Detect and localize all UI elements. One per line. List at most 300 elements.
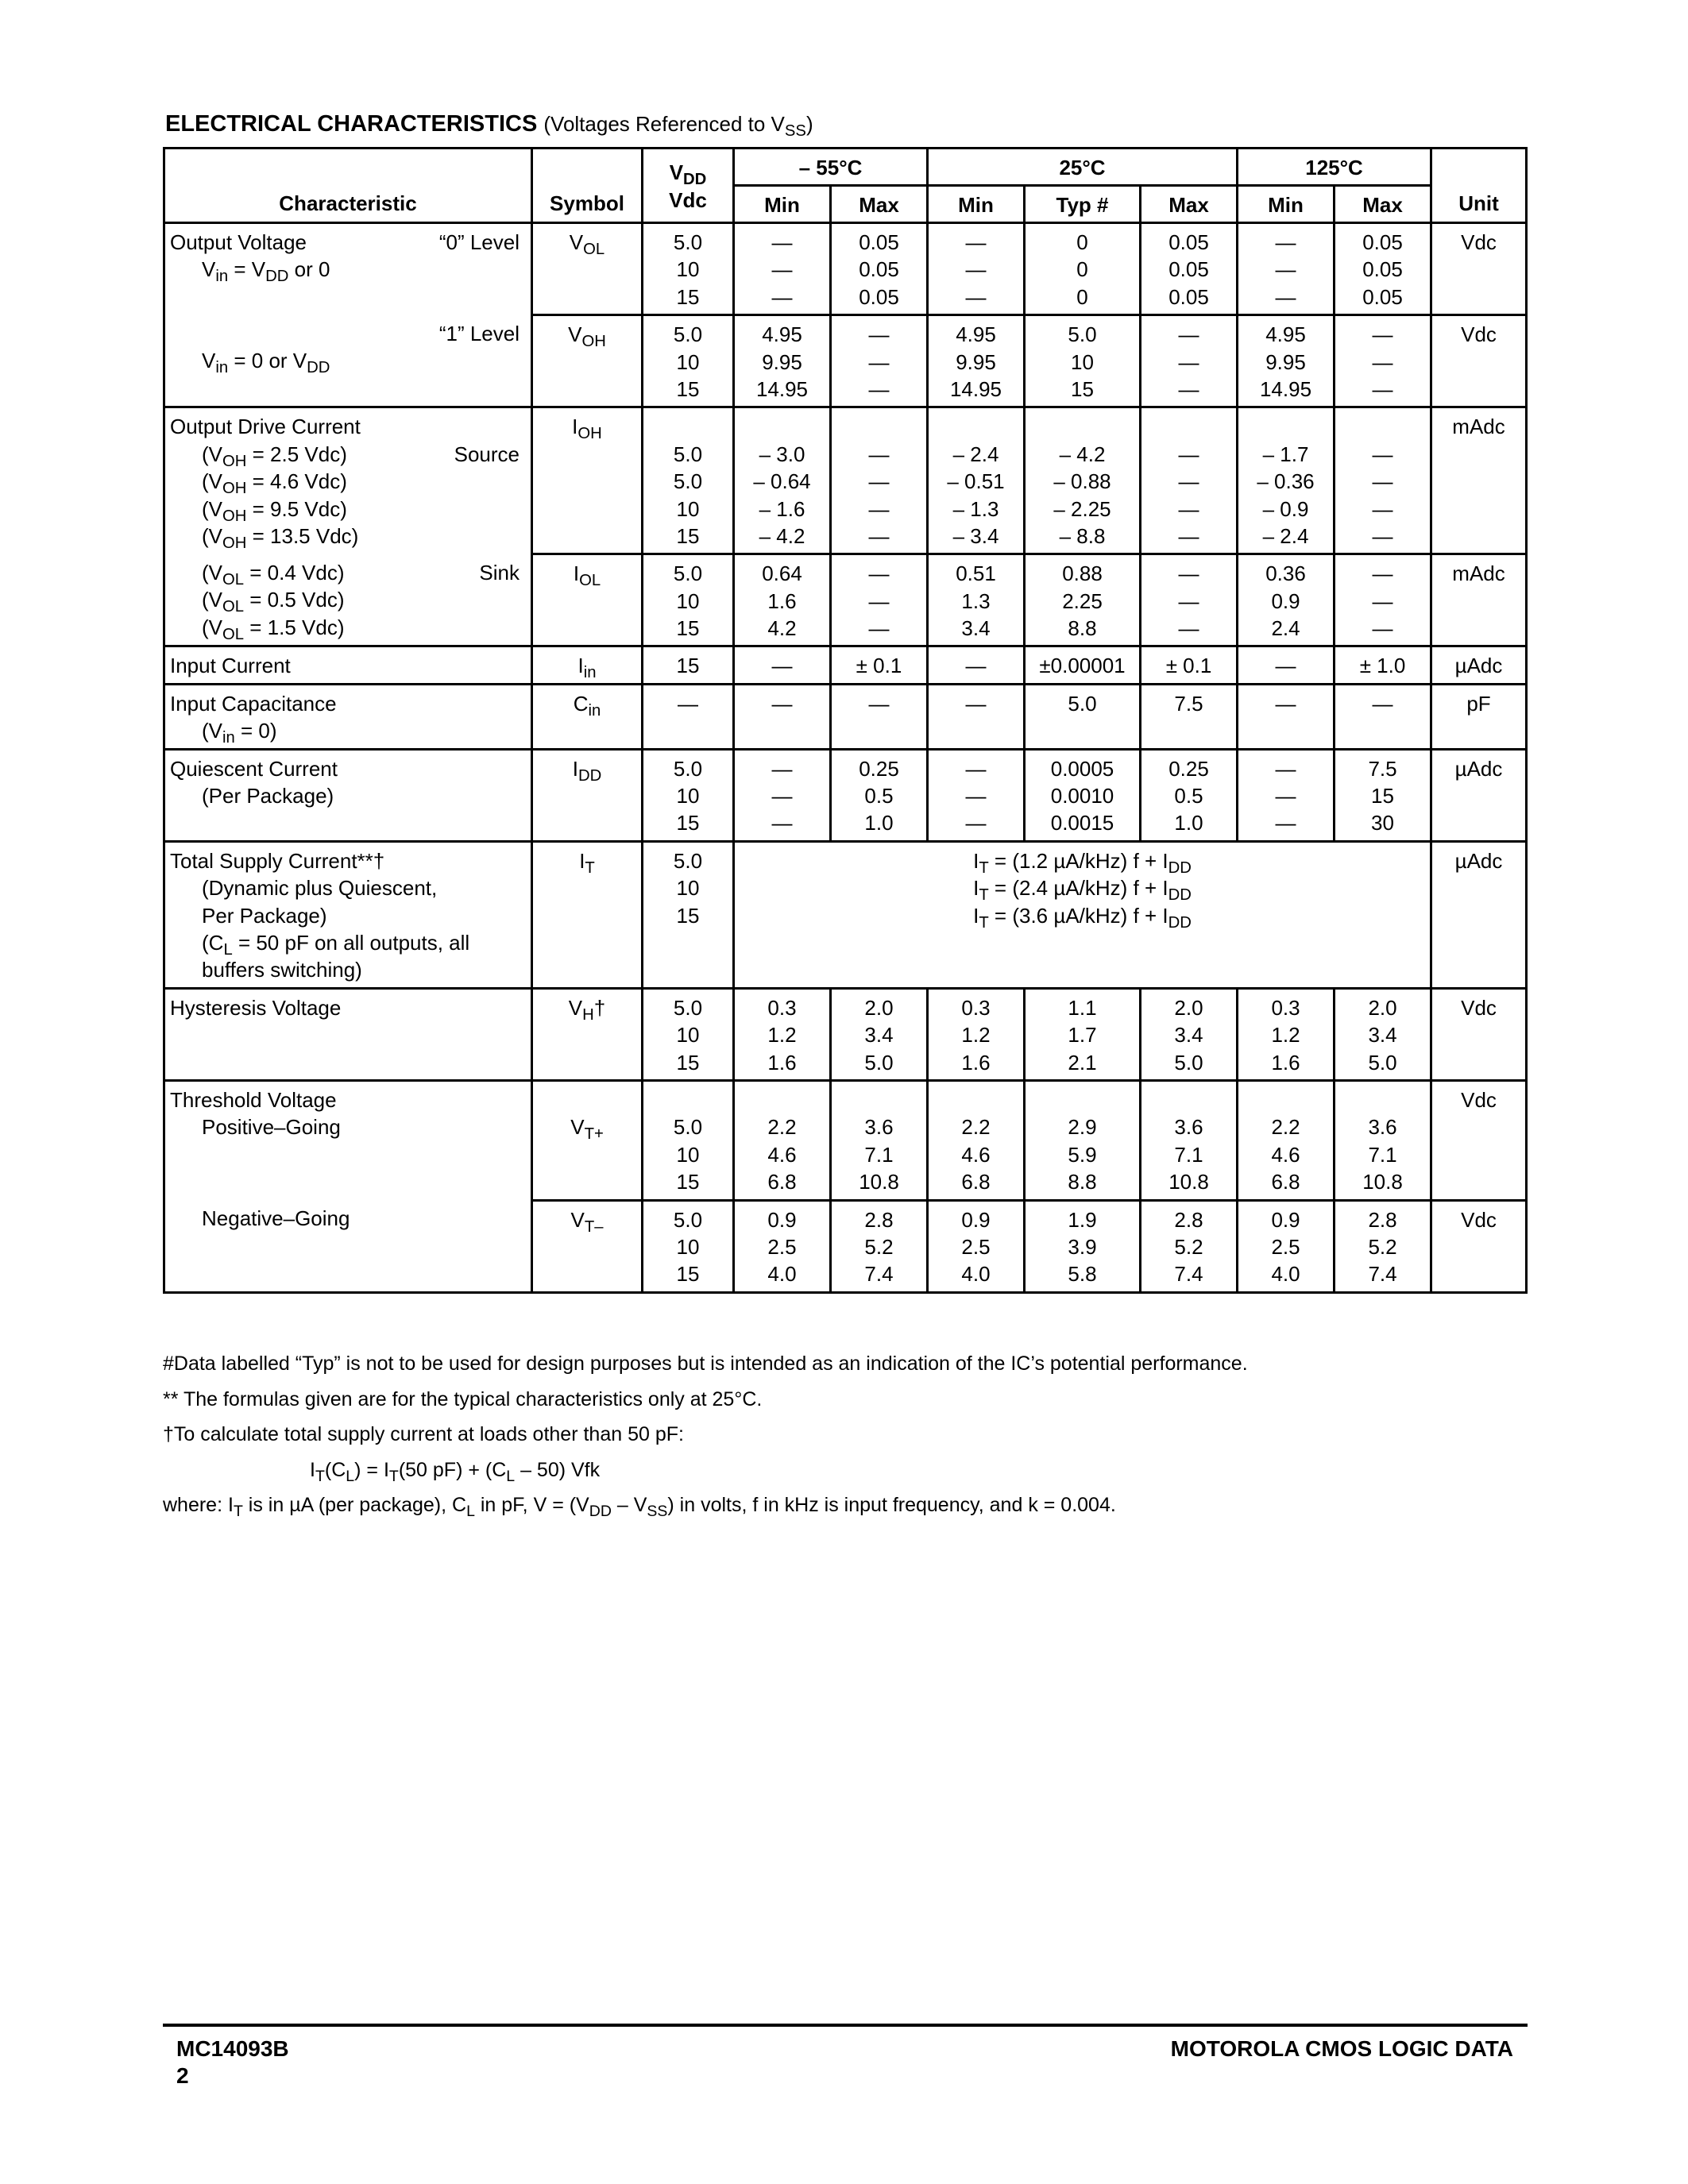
value-cell: — — [928, 646, 1025, 684]
value-cell — [831, 988, 928, 1080]
value-line: — — [868, 469, 890, 494]
footnotes — [163, 1346, 1525, 1523]
value-line: — — [1178, 616, 1199, 641]
value-line: 3.4 — [864, 1023, 894, 1048]
value-line: — — [868, 523, 890, 548]
value-cell — [1335, 554, 1431, 646]
value-line: 10 — [676, 784, 700, 808]
value-cell — [1238, 749, 1335, 841]
value-line: 2.8 — [1174, 1207, 1203, 1232]
value-line: 6.8 — [961, 1170, 991, 1194]
value-line: 2.4 — [1271, 616, 1300, 641]
value-line: 5.0 — [1174, 1050, 1203, 1075]
value-line: 5.0 — [673, 322, 703, 347]
symbol-cell: $C_{in}$ — [532, 684, 643, 749]
table-row — [164, 749, 1527, 841]
value-cell: 7.5 — [1141, 684, 1238, 749]
value-cell — [1025, 1080, 1141, 1200]
value-line: 15 — [676, 1262, 700, 1287]
value-line: 10.8 — [1168, 1170, 1209, 1194]
value-cell — [1238, 223, 1335, 315]
value-line: 0.5 — [1174, 784, 1203, 808]
value-line: — — [1178, 349, 1199, 374]
value-line: — — [1372, 561, 1393, 586]
value-line: 7.4 — [1174, 1262, 1203, 1287]
table-header — [164, 149, 1527, 223]
value-line: 0.3 — [961, 995, 991, 1020]
value-line: — — [1178, 561, 1199, 586]
header-unit: Unit — [1431, 149, 1527, 223]
value-line: 2.2 — [767, 1115, 797, 1140]
value-line: — — [1372, 588, 1393, 613]
header-temp-125: 125°C — [1238, 149, 1431, 186]
value-cell: ± 1.0 — [1335, 646, 1431, 684]
value-line: — — [1178, 588, 1199, 613]
value-line: 30 — [1371, 811, 1394, 835]
value-line: 9.95 — [956, 349, 996, 374]
value-line: 2.2 — [1271, 1115, 1300, 1140]
value-line: 10 — [676, 588, 700, 613]
value-line: — — [1372, 349, 1393, 374]
value-cell — [1141, 1200, 1238, 1292]
value-line: 1.2 — [961, 1023, 991, 1048]
value-line: – 2.25 — [1053, 496, 1111, 521]
unit-cell: µAdc — [1431, 749, 1527, 841]
value-line: 15 — [676, 811, 700, 835]
value-line: — — [868, 616, 890, 641]
value-line: – 4.2 — [1059, 442, 1106, 466]
unit-cell: Vdc — [1431, 223, 1527, 315]
value-cell — [1335, 223, 1431, 315]
formula-footnote: ** The formulas given are for the typical characteristics only at 25°C. — [163, 1387, 763, 1410]
value-line: — — [771, 811, 793, 835]
value-line: — — [1178, 496, 1199, 521]
unit-cell: µAdc — [1431, 646, 1527, 684]
value-line: 5.0 — [673, 1115, 703, 1140]
header-min: Min — [734, 186, 831, 223]
value-line: — — [771, 230, 793, 254]
value-line: 14.95 — [949, 376, 1002, 401]
value-cell — [1238, 1080, 1335, 1200]
value-line: 2.5 — [767, 1234, 797, 1259]
value-line: — — [965, 811, 987, 835]
value-line: 10 — [676, 257, 700, 282]
value-line: – 3.0 — [759, 442, 805, 466]
value-line: 9.95 — [1265, 349, 1306, 374]
value-line: – 0.64 — [753, 469, 811, 494]
symbol-cell: $I_T$ — [532, 841, 643, 988]
vdd-cell — [643, 315, 734, 407]
characteristic-cell: Quiescent Current (Per Package) — [164, 749, 532, 841]
value-cell — [734, 223, 831, 315]
value-line: 3.4 — [1174, 1023, 1203, 1048]
value-line: 4.6 — [1271, 1142, 1300, 1167]
value-line: – 0.51 — [947, 469, 1005, 494]
value-line: 3.6 — [1368, 1115, 1397, 1140]
value-line: — — [1178, 469, 1199, 494]
value-line: — — [771, 284, 793, 309]
value-cell — [928, 1080, 1025, 1200]
value-cell — [1025, 223, 1141, 315]
value-line: 10 — [676, 349, 700, 374]
value-line: 1.2 — [767, 1023, 797, 1048]
value-cell — [1238, 1200, 1335, 1292]
value-line: 0.5 — [864, 784, 894, 808]
value-line: 6.8 — [1271, 1170, 1300, 1194]
value-line: — — [965, 756, 987, 781]
value-line: 2.0 — [1368, 995, 1397, 1020]
value-line: 4.2 — [767, 616, 797, 641]
value-line: 1.0 — [864, 811, 894, 835]
value-cell — [1141, 315, 1238, 407]
value-line: — — [868, 322, 890, 347]
value-line: 0.05 — [1168, 230, 1209, 254]
value-line: 10 — [676, 1023, 700, 1048]
value-line: — — [1275, 284, 1296, 309]
table-row — [164, 223, 1527, 315]
characteristic-cell: Negative–Going — [164, 1200, 532, 1292]
symbol-cell: $V_H\dagger$ — [532, 988, 643, 1080]
vdd-cell — [643, 841, 734, 988]
value-line: – 2.4 — [1262, 523, 1309, 548]
value-cell: — — [831, 684, 928, 749]
value-line: 5.2 — [864, 1234, 894, 1259]
value-cell — [831, 315, 928, 407]
supply-current-formula: $I_T = (1.2$ µA/kHz) $f + I_{DD}$ $I_T = (2.4$ µA/kHz) $f + I_{DD}$ $I_T = (3.6$ µA/kHz) $f + I_{DD}$ — [734, 841, 1431, 988]
value-cell: — — [734, 646, 831, 684]
header-min: Min — [1238, 186, 1335, 223]
value-line: – 8.8 — [1059, 523, 1106, 548]
value-line: 0 — [1076, 284, 1088, 309]
value-cell — [1025, 1200, 1141, 1292]
vdd-cell — [643, 554, 734, 646]
unit-cell: Vdc — [1431, 1080, 1527, 1200]
characteristic-cell: ($V_{OL} = 0.4$ Vdc) Sink ($V_{OL} = 0.5$ Vdc) ($V_{OL} = 1.5$ Vdc) — [164, 554, 532, 646]
table-row — [164, 684, 1527, 749]
symbol-cell: $I_{in}$ — [532, 646, 643, 684]
heading-title: ELECTRICAL CHARACTERISTICS — [165, 111, 538, 137]
value-line: 5.0 — [673, 469, 703, 494]
dagger-footnote: †To calculate total supply current at loads other than 50 pF: — [163, 1423, 684, 1446]
value-line: 0.05 — [1168, 284, 1209, 309]
value-cell — [928, 554, 1025, 646]
value-line: 0.88 — [1062, 561, 1103, 586]
value-cell — [1025, 315, 1141, 407]
value-line: – 1.7 — [1262, 442, 1309, 466]
value-line: – 1.3 — [952, 496, 999, 521]
unit-cell: pF — [1431, 684, 1527, 749]
value-line: 0.0005 — [1050, 756, 1114, 781]
value-line: 2.5 — [961, 1234, 991, 1259]
value-line: 10.8 — [1362, 1170, 1403, 1194]
value-line: 2.9 — [1068, 1115, 1097, 1140]
value-line: 1.2 — [1271, 1023, 1300, 1048]
value-line: — — [965, 230, 987, 254]
header-min: Min — [928, 186, 1025, 223]
value-line: 2.0 — [1174, 995, 1203, 1020]
value-cell — [831, 223, 928, 315]
value-line: 0.3 — [767, 995, 797, 1020]
value-line: 1.6 — [767, 588, 797, 613]
value-line: — — [868, 561, 890, 586]
vdd-cell — [643, 1080, 734, 1200]
value-line: 5.8 — [1068, 1262, 1097, 1287]
value-line: 0.25 — [1168, 756, 1209, 781]
value-line: — — [1275, 784, 1296, 808]
value-line: 0.36 — [1265, 561, 1306, 586]
value-line: 5.0 — [673, 995, 703, 1020]
value-line: — — [965, 257, 987, 282]
table-row — [164, 407, 1527, 554]
value-cell: — — [1238, 684, 1335, 749]
value-line: 5.0 — [1068, 322, 1097, 347]
value-line: 0.25 — [859, 756, 899, 781]
value-cell — [928, 407, 1025, 554]
value-line: 7.4 — [864, 1262, 894, 1287]
table-row — [164, 988, 1527, 1080]
value-line: 10 — [676, 1142, 700, 1167]
value-cell — [928, 988, 1025, 1080]
value-line: 0.0010 — [1050, 784, 1114, 808]
unit-cell: Vdc — [1431, 988, 1527, 1080]
value-line: 2.0 — [864, 995, 894, 1020]
value-line: 15 — [676, 523, 700, 548]
value-line: 10 — [676, 496, 700, 521]
header-vdd: $V_{DD}$ Vdc — [643, 149, 734, 223]
value-cell — [1238, 988, 1335, 1080]
characteristic-cell: Output Voltage “0” Level $V_{in} = V_{DD}$ or 0 — [164, 223, 532, 315]
value-line: — — [868, 349, 890, 374]
value-cell — [1335, 407, 1431, 554]
vdd-cell: 15 — [643, 646, 734, 684]
unit-cell: Vdc — [1431, 315, 1527, 407]
value-line: 7.1 — [1368, 1142, 1397, 1167]
value-line: 5.0 — [864, 1050, 894, 1075]
value-line: 7.1 — [1174, 1142, 1203, 1167]
value-line: 0.9 — [767, 1207, 797, 1232]
value-line: — — [868, 442, 890, 466]
unit-cell: mAdc — [1431, 407, 1527, 554]
value-cell — [1238, 554, 1335, 646]
value-line: 15 — [676, 376, 700, 401]
section-heading — [165, 111, 813, 141]
value-cell — [928, 315, 1025, 407]
header-typ: Typ # — [1025, 186, 1141, 223]
characteristic-cell: Input Current — [164, 646, 532, 684]
vdd-cell — [643, 988, 734, 1080]
value-cell — [734, 988, 831, 1080]
value-line: – 3.4 — [952, 523, 999, 548]
value-line: 4.0 — [961, 1262, 991, 1287]
value-cell — [831, 749, 928, 841]
value-line: 5.2 — [1368, 1234, 1397, 1259]
value-line: 6.8 — [767, 1170, 797, 1194]
value-cell: — — [928, 684, 1025, 749]
value-line: — — [771, 784, 793, 808]
value-line: – 0.9 — [1262, 496, 1309, 521]
value-line: 15 — [676, 616, 700, 641]
value-cell — [734, 749, 831, 841]
value-cell — [831, 554, 928, 646]
value-line: 1.6 — [961, 1050, 991, 1075]
value-cell — [831, 1200, 928, 1292]
value-line: — — [965, 284, 987, 309]
part-number: MC14093B — [176, 2036, 289, 2061]
table-row — [164, 554, 1527, 646]
value-line: 1.7 — [1068, 1023, 1097, 1048]
value-line: 0.05 — [859, 230, 899, 254]
value-line: 7.1 — [864, 1142, 894, 1167]
value-cell — [1025, 988, 1141, 1080]
value-line: — — [868, 376, 890, 401]
value-line: — — [868, 496, 890, 521]
value-line: 10 — [676, 876, 700, 901]
characteristic-cell: Total Supply Current**† (Dynamic plus Quiescent, Per Package) ($C_L = 50$ pF on all outputs, all buffers switching) — [164, 841, 532, 988]
value-line: 15 — [1371, 784, 1394, 808]
value-line: — — [868, 588, 890, 613]
value-cell: — — [1335, 684, 1431, 749]
value-line: 0.05 — [859, 284, 899, 309]
value-line: 0.51 — [956, 561, 996, 586]
value-cell — [1025, 554, 1141, 646]
value-cell: — — [1238, 646, 1335, 684]
value-cell — [1141, 988, 1238, 1080]
value-line: — — [1372, 469, 1393, 494]
value-line: 3.6 — [1174, 1115, 1203, 1140]
value-cell — [1141, 554, 1238, 646]
value-cell — [734, 1200, 831, 1292]
symbol-cell: $I_{DD}$ — [532, 749, 643, 841]
value-line: — — [1372, 616, 1393, 641]
value-line: 0 — [1076, 230, 1088, 254]
unit-cell: mAdc — [1431, 554, 1527, 646]
value-line: 3.9 — [1068, 1234, 1097, 1259]
value-line: 4.6 — [961, 1142, 991, 1167]
value-cell — [1335, 1080, 1431, 1200]
vdd-cell — [643, 1200, 734, 1292]
vdd-cell: — — [643, 684, 734, 749]
typ-footnote: #Data labelled “Typ” is not to be used for design purposes but is intended as an indication of the IC’s potential performance. — [163, 1352, 1248, 1375]
value-line: — — [965, 784, 987, 808]
value-line: 10 — [1071, 349, 1094, 374]
value-cell — [734, 315, 831, 407]
unit-cell: µAdc — [1431, 841, 1527, 988]
characteristic-cell: “1” Level $V_{in} = 0$ or $V_{DD}$ — [164, 315, 532, 407]
value-line: 15 — [676, 903, 700, 928]
value-line: 0 — [1076, 257, 1088, 282]
value-cell — [831, 407, 928, 554]
value-line: 5.2 — [1174, 1234, 1203, 1259]
value-cell — [1141, 223, 1238, 315]
value-cell — [1141, 749, 1238, 841]
value-line: 1.6 — [767, 1050, 797, 1075]
where-footnote: where: $I_T$ is in µA (per package), $C_L$ in pF, $V = (V_{DD} - V_{SS})$ in volts, f in kHz is input frequency, and k = 0.004. — [163, 1494, 1116, 1521]
value-line: 2.8 — [1368, 1207, 1397, 1232]
table-row — [164, 1200, 1527, 1292]
value-cell — [928, 1200, 1025, 1292]
value-cell — [1238, 407, 1335, 554]
vdd-cell — [643, 223, 734, 315]
value-cell: ± 0.1 — [1141, 646, 1238, 684]
page-number: 2 — [176, 2063, 189, 2088]
value-line: 7.5 — [1368, 756, 1397, 781]
value-cell — [1335, 1200, 1431, 1292]
value-line: 15 — [1071, 376, 1094, 401]
value-cell: 5.0 — [1025, 684, 1141, 749]
value-line: 7.4 — [1368, 1262, 1397, 1287]
load-equation: $I_T(C_L) = I_T(50$ $pF) + (C_L - 50)$ Vfk — [310, 1458, 601, 1485]
value-line: — — [1178, 442, 1199, 466]
value-line: 8.8 — [1068, 1170, 1097, 1194]
value-line: 1.0 — [1174, 811, 1203, 835]
value-cell — [1141, 407, 1238, 554]
value-line: – 0.36 — [1257, 469, 1315, 494]
value-line: 10.8 — [859, 1170, 899, 1194]
value-line: 4.95 — [1265, 322, 1306, 347]
vdd-cell — [643, 407, 734, 554]
value-line: — — [1178, 322, 1199, 347]
value-line: — — [1275, 257, 1296, 282]
value-line: 0.3 — [1271, 995, 1300, 1020]
value-line: — — [771, 756, 793, 781]
electrical-characteristics-table — [163, 147, 1528, 1294]
header-max: Max — [1335, 186, 1431, 223]
value-line: — — [1275, 756, 1296, 781]
value-line: 14.95 — [1259, 376, 1312, 401]
value-line: — — [1372, 376, 1393, 401]
value-line: — — [1372, 523, 1393, 548]
value-line: – 0.88 — [1053, 469, 1111, 494]
value-line: — — [1178, 523, 1199, 548]
value-line: 15 — [676, 284, 700, 309]
value-line: 0.05 — [859, 257, 899, 282]
value-line: 0.05 — [1168, 257, 1209, 282]
symbol-cell: $V_{T+}$ — [532, 1080, 643, 1200]
value-line: 1.1 — [1068, 995, 1097, 1020]
symbol-cell: $V_{OH}$ — [532, 315, 643, 407]
value-line: — — [1372, 496, 1393, 521]
value-cell — [928, 223, 1025, 315]
unit-cell: Vdc — [1431, 1200, 1527, 1292]
value-cell: — — [734, 684, 831, 749]
value-line: 4.0 — [767, 1262, 797, 1287]
value-line: 0.0015 — [1050, 811, 1114, 835]
value-line: 2.8 — [864, 1207, 894, 1232]
symbol-cell: $V_{OL}$ — [532, 223, 643, 315]
value-line: 4.95 — [956, 322, 996, 347]
value-line: 5.0 — [1368, 1050, 1397, 1075]
value-line: 4.0 — [1271, 1262, 1300, 1287]
value-line: – 4.2 — [759, 523, 805, 548]
footer-divider — [163, 2024, 1528, 2027]
value-line: 0.9 — [961, 1207, 991, 1232]
value-line: — — [1372, 322, 1393, 347]
value-line: 5.0 — [673, 756, 703, 781]
value-cell — [734, 407, 831, 554]
value-line: 0.05 — [1362, 257, 1403, 282]
value-line: — — [1178, 376, 1199, 401]
value-line: 5.0 — [673, 442, 703, 466]
value-cell — [928, 749, 1025, 841]
value-line: 2.1 — [1068, 1050, 1097, 1075]
value-line: — — [771, 257, 793, 282]
value-line: 1.6 — [1271, 1050, 1300, 1075]
value-line: 5.0 — [673, 230, 703, 254]
header-characteristic: Characteristic — [164, 149, 532, 223]
symbol-cell: $V_{T-}$ — [532, 1200, 643, 1292]
value-cell — [831, 1080, 928, 1200]
value-line: – 1.6 — [759, 496, 805, 521]
